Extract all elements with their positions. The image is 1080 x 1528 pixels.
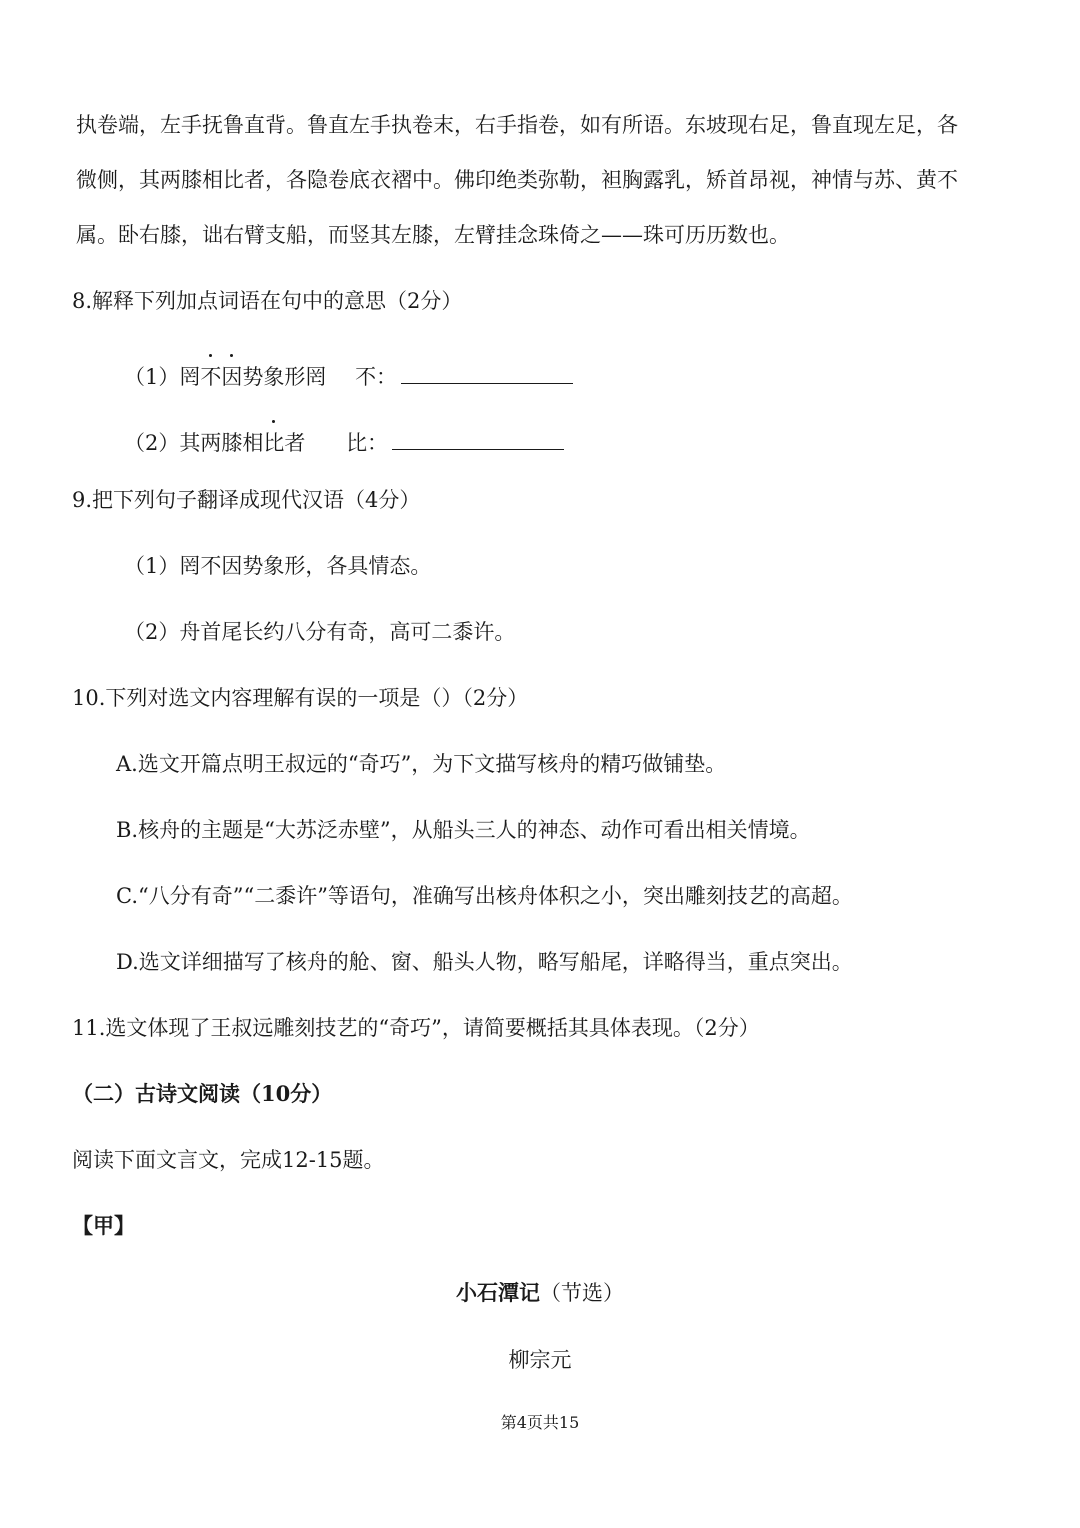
question-8-title: 8.解释下列加点词语在句中的意思（2分） xyxy=(72,289,463,313)
question-8-item-2 xyxy=(124,427,564,458)
item-text-pre: 其两膝相 xyxy=(179,431,264,455)
question-10-title: 10.下列对选文内容理解有误的一项是（）（2分） xyxy=(72,686,529,710)
answer-blank[interactable] xyxy=(401,361,573,384)
question-11-title: 11.选文体现了王叔远雕刻技艺的“奇巧”，请简要概括其具体表现。（2分） xyxy=(72,1016,760,1040)
item-number: （1） xyxy=(124,365,180,389)
dotted-char: 因 xyxy=(221,362,242,392)
passage-line-3: 属。卧右膝，诎右臂支船，而竖其左膝，左臂挂念珠倚之——珠可历历数也。 xyxy=(76,223,790,247)
option-b: B.核舟的主题是“大苏泛赤壁”，从船头三人的神态、动作可看出相关情境。 xyxy=(116,818,811,842)
answer-label: 不： xyxy=(355,365,398,389)
option-d: D.选文详细描写了核舟的舱、窗、船头人物，略写船尾，详略得当，重点突出。 xyxy=(116,950,853,974)
item-text-pre: 罔 xyxy=(179,365,201,389)
question-9-title: 9.把下列句子翻译成现代汉语（4分） xyxy=(72,488,421,512)
question-9-item-1: （1）罔不因势象形，各具情态。 xyxy=(124,554,432,578)
article-title-note: （节选） xyxy=(540,1281,624,1305)
section-heading: （二）古诗文阅读（10分） xyxy=(72,1081,333,1106)
passage-line-1: 执卷端，左手抚鲁直背。鲁直左手执卷末，右手指卷，如有所语。东坡现右足，鲁直现左足，各 xyxy=(76,113,958,137)
section-instruction: 阅读下面文言文，完成12-15题。 xyxy=(72,1148,385,1172)
dotted-char: 比 xyxy=(263,428,284,458)
answer-blank[interactable] xyxy=(392,427,564,450)
item-text-post: 势象形罔 xyxy=(242,365,327,389)
passage-line-2: 微侧，其两膝相比者，各隐卷底衣褶中。佛印绝类弥勒，袒胸露乳，矫首昂视，神情与苏、黄不 xyxy=(76,168,958,192)
option-a: A.选文开篇点明王叔远的“奇巧”，为下文描写核舟的精巧做铺垫。 xyxy=(116,752,727,776)
passage-label: 【甲】 xyxy=(72,1213,135,1238)
question-9-item-2: （2）舟首尾长约八分有奇，高可二黍许。 xyxy=(124,620,516,644)
option-c: C.“八分有奇”“二黍许”等语句，准确写出核舟体积之小，突出雕刻技艺的高超。 xyxy=(116,884,853,908)
item-number: （2） xyxy=(124,431,180,455)
article-title-text: 小石潭记 xyxy=(456,1280,540,1305)
article-author: 柳宗元 xyxy=(508,1348,572,1372)
item-text-post: 者 xyxy=(284,431,306,455)
article-title xyxy=(0,1278,1080,1308)
answer-label: 比： xyxy=(346,431,389,455)
page-number: 第4页共15 xyxy=(500,1413,580,1432)
question-8-item-1 xyxy=(124,361,573,392)
dotted-char: 不 xyxy=(200,362,221,392)
